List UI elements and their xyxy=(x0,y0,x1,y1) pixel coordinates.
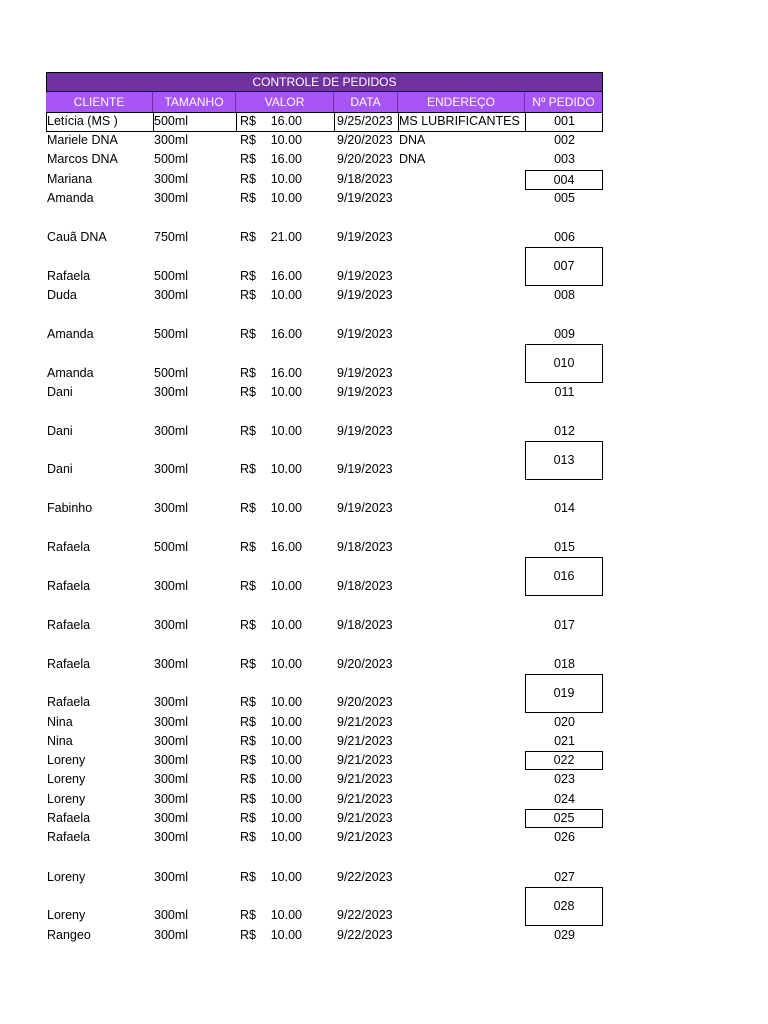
cell-currency[interactable]: R$ xyxy=(240,152,256,166)
cell-cliente[interactable]: Loreny xyxy=(47,792,86,806)
table-row[interactable] xyxy=(0,383,768,402)
cell-cliente[interactable]: Rangeo xyxy=(47,928,91,942)
cell-data[interactable]: 9/19/2023 xyxy=(337,462,393,476)
cell-currency[interactable]: R$ xyxy=(240,772,256,786)
cell-valor[interactable]: 10.00 xyxy=(270,695,302,709)
table-row[interactable] xyxy=(0,325,768,344)
cell-pedido[interactable]: 023 xyxy=(554,772,575,786)
cell-pedido[interactable]: 002 xyxy=(554,133,575,147)
cell-endereco[interactable]: MS LUBRIFICANTES xyxy=(399,114,520,128)
cell-currency[interactable]: R$ xyxy=(240,908,256,922)
cell-currency[interactable]: R$ xyxy=(240,462,256,476)
cell-cliente[interactable]: Loreny xyxy=(47,772,86,786)
cell-valor[interactable]: 10.00 xyxy=(270,908,302,922)
cell-data[interactable]: 9/20/2023 xyxy=(337,657,393,671)
cell-pedido[interactable]: 014 xyxy=(554,501,575,515)
cell-tamanho[interactable]: 300ml xyxy=(154,191,189,205)
cell-valor[interactable]: 10.00 xyxy=(270,792,302,806)
cell-currency[interactable]: R$ xyxy=(240,172,256,186)
cell-tamanho[interactable]: 300ml xyxy=(154,753,189,767)
cell-pedido-boxed[interactable]: 007 xyxy=(525,247,603,286)
cell-cliente[interactable]: Rafaela xyxy=(47,540,91,554)
cell-endereco[interactable]: DNA xyxy=(399,152,426,166)
header-tamanho[interactable]: TAMANHO xyxy=(153,92,236,112)
cell-valor[interactable]: 10.00 xyxy=(270,579,302,593)
table-row[interactable] xyxy=(0,150,768,169)
cell-cliente[interactable]: Nina xyxy=(47,715,73,729)
cell-tamanho[interactable]: 300ml xyxy=(154,695,189,709)
cell-data[interactable]: 9/21/2023 xyxy=(337,753,393,767)
cell-pedido-boxed[interactable]: 010 xyxy=(525,344,603,383)
cell-pedido[interactable]: 003 xyxy=(554,152,575,166)
cell-data[interactable]: 9/21/2023 xyxy=(337,830,393,844)
table-row[interactable] xyxy=(0,732,768,751)
cell-valor[interactable]: 16.00 xyxy=(270,366,302,380)
cell-tamanho[interactable]: 300ml xyxy=(154,579,189,593)
cell-currency[interactable]: R$ xyxy=(240,366,256,380)
cell-data[interactable]: 9/19/2023 xyxy=(337,288,393,302)
cell-valor[interactable]: 16.00 xyxy=(270,114,302,128)
cell-cliente[interactable]: Rafaela xyxy=(47,811,91,825)
cell-valor[interactable]: 16.00 xyxy=(270,327,302,341)
cell-pedido[interactable]: 026 xyxy=(554,830,575,844)
cell-pedido[interactable]: 011 xyxy=(554,385,575,399)
cell-currency[interactable]: R$ xyxy=(240,269,256,283)
cell-currency[interactable]: R$ xyxy=(240,424,256,438)
table-row[interactable] xyxy=(0,809,768,828)
cell-data[interactable]: 9/19/2023 xyxy=(337,366,393,380)
cell-valor[interactable]: 10.00 xyxy=(270,462,302,476)
cell-currency[interactable]: R$ xyxy=(240,695,256,709)
table-row[interactable] xyxy=(0,131,768,150)
cell-valor[interactable]: 21.00 xyxy=(270,230,302,244)
cell-pedido-boxed[interactable]: 019 xyxy=(525,674,603,713)
cell-pedido-boxed[interactable]: 004 xyxy=(525,170,603,190)
table-row[interactable] xyxy=(0,170,768,189)
cell-valor[interactable]: 16.00 xyxy=(270,540,302,554)
cell-currency[interactable]: R$ xyxy=(240,811,256,825)
cell-pedido-boxed[interactable]: 028 xyxy=(525,887,603,926)
cell-valor[interactable]: 10.00 xyxy=(270,830,302,844)
cell-tamanho[interactable]: 300ml xyxy=(154,385,189,399)
table-row[interactable] xyxy=(0,577,768,596)
cell-data[interactable]: 9/19/2023 xyxy=(337,501,393,515)
cell-valor[interactable]: 10.00 xyxy=(270,657,302,671)
cell-currency[interactable]: R$ xyxy=(240,327,256,341)
table-row[interactable] xyxy=(0,422,768,441)
cell-tamanho[interactable]: 300ml xyxy=(154,288,189,302)
cell-valor[interactable]: 10.00 xyxy=(270,715,302,729)
table-row[interactable] xyxy=(0,713,768,732)
cell-tamanho[interactable]: 500ml xyxy=(154,114,189,128)
cell-data[interactable]: 9/19/2023 xyxy=(337,191,393,205)
cell-tamanho[interactable]: 300ml xyxy=(154,501,189,515)
cell-cliente[interactable]: Rafaela xyxy=(47,618,91,632)
cell-pedido[interactable]: 021 xyxy=(554,734,575,748)
cell-tamanho[interactable]: 300ml xyxy=(154,172,189,186)
table-row[interactable] xyxy=(0,790,768,809)
cell-tamanho[interactable]: 500ml xyxy=(154,269,189,283)
cell-valor[interactable]: 10.00 xyxy=(270,928,302,942)
cell-tamanho[interactable]: 300ml xyxy=(154,908,189,922)
cell-valor[interactable]: 10.00 xyxy=(270,753,302,767)
cell-cliente[interactable]: Dani xyxy=(47,424,73,438)
cell-cliente[interactable]: Mariana xyxy=(47,172,93,186)
cell-data[interactable]: 9/21/2023 xyxy=(337,772,393,786)
table-row[interactable] xyxy=(0,770,768,789)
cell-cliente[interactable]: Loreny xyxy=(47,753,86,767)
cell-pedido[interactable]: 027 xyxy=(554,870,575,884)
cell-valor[interactable]: 10.00 xyxy=(270,133,302,147)
cell-tamanho[interactable]: 300ml xyxy=(154,830,189,844)
cell-endereco[interactable]: DNA xyxy=(399,133,426,147)
header-pedido[interactable]: Nº PEDIDO xyxy=(525,92,603,112)
cell-currency[interactable]: R$ xyxy=(240,579,256,593)
cell-tamanho[interactable]: 300ml xyxy=(154,792,189,806)
cell-cliente[interactable]: Nina xyxy=(47,734,73,748)
cell-tamanho[interactable]: 750ml xyxy=(154,230,189,244)
cell-currency[interactable]: R$ xyxy=(240,288,256,302)
cell-currency[interactable]: R$ xyxy=(240,385,256,399)
cell-tamanho[interactable]: 500ml xyxy=(154,540,189,554)
cell-data[interactable]: 9/20/2023 xyxy=(337,133,393,147)
cell-currency[interactable]: R$ xyxy=(240,501,256,515)
cell-currency[interactable]: R$ xyxy=(240,230,256,244)
cell-valor[interactable]: 10.00 xyxy=(270,424,302,438)
cell-pedido-boxed[interactable]: 013 xyxy=(525,441,603,480)
cell-cliente[interactable]: Dani xyxy=(47,385,73,399)
cell-pedido[interactable]: 024 xyxy=(554,792,575,806)
table-row[interactable] xyxy=(0,538,768,557)
cell-valor[interactable]: 10.00 xyxy=(270,772,302,786)
cell-pedido[interactable]: 015 xyxy=(554,540,575,554)
cell-currency[interactable]: R$ xyxy=(240,928,256,942)
cell-cliente[interactable]: Loreny xyxy=(47,908,86,922)
cell-cliente[interactable]: Marcos DNA xyxy=(47,152,118,166)
cell-cliente[interactable]: Fabinho xyxy=(47,501,93,515)
cell-valor[interactable]: 16.00 xyxy=(270,269,302,283)
cell-tamanho[interactable]: 300ml xyxy=(154,928,189,942)
cell-cliente[interactable]: Dani xyxy=(47,462,73,476)
cell-pedido[interactable]: 020 xyxy=(554,715,575,729)
cell-pedido-boxed[interactable]: 022 xyxy=(525,751,603,770)
cell-currency[interactable]: R$ xyxy=(240,191,256,205)
cell-data[interactable]: 9/20/2023 xyxy=(337,152,393,166)
cell-pedido[interactable]: 029 xyxy=(554,928,575,942)
cell-cliente[interactable]: Rafaela xyxy=(47,657,91,671)
cell-currency[interactable]: R$ xyxy=(240,618,256,632)
cell-data[interactable]: 9/18/2023 xyxy=(337,579,393,593)
cell-cliente[interactable]: Letícia (MS ) xyxy=(47,114,118,128)
cell-cliente[interactable]: Rafaela xyxy=(47,579,91,593)
cell-currency[interactable]: R$ xyxy=(240,540,256,554)
table-row[interactable] xyxy=(0,267,768,286)
cell-currency[interactable]: R$ xyxy=(240,830,256,844)
table-row[interactable] xyxy=(0,616,768,635)
cell-tamanho[interactable]: 500ml xyxy=(154,327,189,341)
cell-cliente[interactable]: Amanda xyxy=(47,327,94,341)
cell-data[interactable]: 9/20/2023 xyxy=(337,695,393,709)
table-row[interactable] xyxy=(0,228,768,247)
cell-cliente[interactable]: Rafaela xyxy=(47,830,91,844)
cell-data[interactable]: 9/19/2023 xyxy=(337,385,393,399)
cell-tamanho[interactable]: 300ml xyxy=(154,462,189,476)
cell-tamanho[interactable]: 300ml xyxy=(154,715,189,729)
cell-data[interactable]: 9/22/2023 xyxy=(337,908,393,922)
cell-data[interactable]: 9/18/2023 xyxy=(337,618,393,632)
table-row[interactable] xyxy=(0,112,768,131)
table-row[interactable] xyxy=(0,499,768,518)
cell-tamanho[interactable]: 300ml xyxy=(154,133,189,147)
cell-pedido[interactable]: 018 xyxy=(554,657,575,671)
cell-cliente[interactable]: Rafaela xyxy=(47,269,91,283)
header-endereco[interactable]: ENDEREÇO xyxy=(398,92,525,112)
cell-currency[interactable]: R$ xyxy=(240,753,256,767)
cell-currency[interactable]: R$ xyxy=(240,114,256,128)
cell-pedido[interactable]: 012 xyxy=(554,424,575,438)
cell-data[interactable]: 9/21/2023 xyxy=(337,792,393,806)
cell-cliente[interactable]: Rafaela xyxy=(47,695,91,709)
table-row[interactable] xyxy=(0,286,768,305)
cell-currency[interactable]: R$ xyxy=(240,715,256,729)
cell-tamanho[interactable]: 300ml xyxy=(154,811,189,825)
cell-tamanho[interactable]: 500ml xyxy=(154,152,189,166)
cell-tamanho[interactable]: 300ml xyxy=(154,618,189,632)
cell-data[interactable]: 9/19/2023 xyxy=(337,230,393,244)
table-row[interactable] xyxy=(0,906,768,925)
cell-valor[interactable]: 16.00 xyxy=(270,152,302,166)
cell-valor[interactable]: 10.00 xyxy=(270,385,302,399)
cell-cliente[interactable]: Cauã DNA xyxy=(47,230,107,244)
cell-data[interactable]: 9/18/2023 xyxy=(337,540,393,554)
header-valor[interactable]: VALOR xyxy=(236,92,334,112)
cell-valor[interactable]: 10.00 xyxy=(270,870,302,884)
cell-data[interactable]: 9/19/2023 xyxy=(337,269,393,283)
cell-valor[interactable]: 10.00 xyxy=(270,288,302,302)
table-row[interactable] xyxy=(0,364,768,383)
cell-valor[interactable]: 10.00 xyxy=(270,618,302,632)
cell-pedido[interactable]: 006 xyxy=(554,230,575,244)
cell-pedido[interactable]: 009 xyxy=(554,327,575,341)
cell-cliente[interactable]: Duda xyxy=(47,288,77,302)
table-row[interactable] xyxy=(0,926,768,945)
cell-currency[interactable]: R$ xyxy=(240,870,256,884)
cell-data[interactable]: 9/22/2023 xyxy=(337,928,393,942)
cell-currency[interactable]: R$ xyxy=(240,657,256,671)
header-data[interactable]: DATA xyxy=(334,92,398,112)
cell-tamanho[interactable]: 500ml xyxy=(154,366,189,380)
cell-valor[interactable]: 10.00 xyxy=(270,191,302,205)
table-row[interactable] xyxy=(0,189,768,208)
table-row[interactable] xyxy=(0,655,768,674)
cell-currency[interactable]: R$ xyxy=(240,734,256,748)
cell-data[interactable]: 9/21/2023 xyxy=(337,715,393,729)
table-row[interactable] xyxy=(0,828,768,847)
cell-data[interactable]: 9/21/2023 xyxy=(337,811,393,825)
cell-data[interactable]: 9/18/2023 xyxy=(337,172,393,186)
cell-data[interactable]: 9/22/2023 xyxy=(337,870,393,884)
cell-tamanho[interactable]: 300ml xyxy=(154,657,189,671)
cell-valor[interactable]: 10.00 xyxy=(270,501,302,515)
cell-cliente[interactable]: Amanda xyxy=(47,191,94,205)
cell-pedido[interactable]: 008 xyxy=(554,288,575,302)
table-row[interactable] xyxy=(0,460,768,479)
cell-pedido-boxed[interactable]: 025 xyxy=(525,809,603,828)
cell-valor[interactable]: 10.00 xyxy=(270,811,302,825)
cell-tamanho[interactable]: 300ml xyxy=(154,772,189,786)
table-row[interactable] xyxy=(0,868,768,887)
sheet-title: CONTROLE DE PEDIDOS xyxy=(46,72,603,92)
cell-pedido-boxed[interactable]: 016 xyxy=(525,557,603,596)
table-row[interactable] xyxy=(0,751,768,770)
cell-data[interactable]: 9/21/2023 xyxy=(337,734,393,748)
cell-cliente[interactable]: Amanda xyxy=(47,366,94,380)
cell-currency[interactable]: R$ xyxy=(240,792,256,806)
cell-pedido[interactable]: 005 xyxy=(554,191,575,205)
cell-cliente[interactable]: Loreny xyxy=(47,870,86,884)
table-row[interactable] xyxy=(0,693,768,712)
cell-data[interactable]: 9/19/2023 xyxy=(337,424,393,438)
cell-tamanho[interactable]: 300ml xyxy=(154,424,189,438)
cell-valor[interactable]: 10.00 xyxy=(270,172,302,186)
cell-pedido[interactable]: 001 xyxy=(554,114,575,128)
cell-pedido[interactable]: 017 xyxy=(554,618,575,632)
cell-tamanho[interactable]: 300ml xyxy=(154,870,189,884)
cell-data[interactable]: 9/25/2023 xyxy=(337,114,393,128)
cell-valor[interactable]: 10.00 xyxy=(270,734,302,748)
header-cliente[interactable]: CLIENTE xyxy=(46,92,153,112)
cell-cliente[interactable]: Mariele DNA xyxy=(47,133,118,147)
cell-tamanho[interactable]: 300ml xyxy=(154,734,189,748)
cell-currency[interactable]: R$ xyxy=(240,133,256,147)
cell-data[interactable]: 9/19/2023 xyxy=(337,327,393,341)
